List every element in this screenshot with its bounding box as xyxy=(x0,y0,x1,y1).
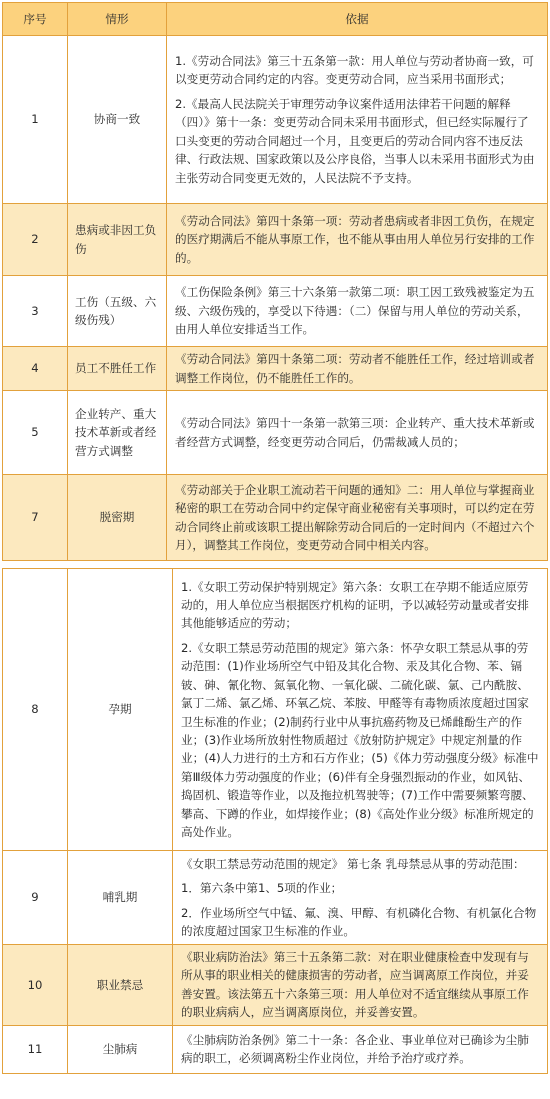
row-number: 2 xyxy=(3,204,68,276)
row-case: 工伤（五级、六级伤残） xyxy=(68,276,167,347)
table-row xyxy=(3,276,548,347)
basis-paragraph: 《劳动合同法》第四十条第一项：劳动者患病或者非因工负伤，在规定的医疗期满后不能从事原工作，也不能从事由用人单位另行安排的工作的。 xyxy=(175,213,535,265)
row-number: 3 xyxy=(3,276,68,347)
row-basis xyxy=(167,391,548,475)
row-basis xyxy=(173,945,548,1026)
table-row xyxy=(3,475,548,561)
row-case: 企业转产、重大技术革新或者经营方式调整 xyxy=(68,391,167,475)
basis-paragraph: 2.《最高人民法院关于审理劳动争议案件适用法律若干问题的解释（四）》第十一条：变更劳动合同未采用书面形式，但已经实际履行了口头变更的劳动合同超过一个月，且变更后的劳动合同内容不违反法律、行政法规、国家政策以及公序良俗，当事人以未采用书面形式为由主张劳动合同变更无效的，人民法院不予支持。 xyxy=(175,96,535,185)
row-number: 1 xyxy=(3,36,68,204)
table-row xyxy=(3,851,548,945)
basis-paragraph: 《劳动合同法》第四十一条第一款第三项：企业转产、重大技术革新或者经营方式调整，经变更劳动合同后，仍需裁减人员的； xyxy=(175,416,535,449)
legal-basis-table-part2 xyxy=(2,568,548,1074)
basis-paragraph: 《劳动部关于企业职工流动若干问题的通知》二：用人单位与掌握商业秘密的职工在劳动合同中约定保守商业秘密有关事项时，可以约定在劳动合同终止前或该职工提出解除劳动合同后的一定时间内（不超过六个月），调整其工作岗位，变更劳动合同中相关内容。 xyxy=(175,482,535,552)
table-row xyxy=(3,1025,548,1073)
row-basis xyxy=(167,36,548,204)
row-case: 职业禁忌 xyxy=(68,945,173,1026)
row-number: 7 xyxy=(3,475,68,561)
table-header-row xyxy=(3,3,548,36)
row-basis xyxy=(173,851,548,945)
table-row xyxy=(3,945,548,1026)
row-case: 孕期 xyxy=(68,569,173,851)
basis-paragraph: 《劳动合同法》第四十条第二项：劳动者不能胜任工作，经过培训或者调整工作岗位，仍不能胜任工作的。 xyxy=(175,352,535,385)
basis-paragraph: 1.《劳动合同法》第三十五条第一款：用人单位与劳动者协商一致，可以变更劳动合同约定的内容。变更劳动合同，应当采用书面形式； xyxy=(175,54,534,87)
legal-basis-table-part1 xyxy=(2,2,548,561)
row-number: 10 xyxy=(3,945,68,1026)
row-case: 脱密期 xyxy=(68,475,167,561)
basis-paragraph: 《工伤保险条例》第三十六条第一款第二项：职工因工致残被鉴定为五级、六级伤残的，享受以下待遇：（二）保留与用人单位的劳动关系，由用人单位安排适当工作。 xyxy=(175,285,535,337)
basis-paragraph: 1．第六条中第1、5项的作业； xyxy=(181,881,343,896)
table-row xyxy=(3,391,548,475)
row-case: 尘肺病 xyxy=(68,1025,173,1073)
row-number: 11 xyxy=(3,1025,68,1073)
table-row xyxy=(3,569,548,851)
basis-paragraph: 2．作业场所空气中锰、氟、溴、甲醇、有机磷化合物、有机氯化合物的浓度超过国家卫生标准的作业。 xyxy=(181,905,537,938)
row-basis xyxy=(173,1025,548,1073)
row-case: 患病或非因工负伤 xyxy=(68,204,167,276)
row-number: 5 xyxy=(3,391,68,475)
basis-paragraph: 1.《女职工劳动保护特别规定》第六条：女职工在孕期不能适应原劳动的，用人单位应当根据医疗机构的证明，予以减轻劳动量或者安排其他能够适应的劳动； xyxy=(181,579,529,631)
table-row xyxy=(3,36,548,204)
header-basis: 依据 xyxy=(167,3,548,36)
row-case: 协商一致 xyxy=(68,36,167,204)
basis-paragraph: 《职业病防治法》第三十五条第二款：对在职业健康检查中发现有与所从事的职业相关的健康损害的劳动者，应当调离原工作岗位，并妥善安置。该法第五十六条第三项：用人单位对不适宜继续从事原工作的职业病病人，应当调离原岗位，并妥善安置。 xyxy=(181,950,529,1020)
table-row xyxy=(3,204,548,276)
row-number: 9 xyxy=(3,851,68,945)
basis-paragraph: 《尘肺病防治条例》第二十一条：各企业、事业单位对已确诊为尘肺病的职工，必须调离粉尘作业岗位，并给予治疗或疗养。 xyxy=(181,1032,529,1066)
row-number: 4 xyxy=(3,347,68,391)
row-number: 8 xyxy=(3,569,68,851)
basis-paragraph: 《女职工禁忌劳动范围的规定》 第七条 乳母禁忌从事的劳动范围： xyxy=(181,856,525,871)
row-basis xyxy=(167,276,548,347)
row-basis xyxy=(167,475,548,561)
basis-paragraph: 2.《女职工禁忌劳动范围的规定》第六条：怀孕女职工禁忌从事的劳动范围：(1)作业场所空气中铅及其化合物、汞及其化合物、苯、镉铍、砷、氰化物、氮氧化物、一氧化碳、二硫化碳、氯、己内酰胺、氯丁二烯、氯乙烯、环氧乙烷、苯胺、甲醛等有毒物质浓度超过国家卫生标准的作业；(2)制药行业中从事抗癌药物及已烯雌酚生产的作业；(3)作业场所放射性物质超过《放射防护规定》中规定剂量的作业；(4)人力进行的土方和石方作业；(5)《体力劳动强度分级》标准中第Ⅲ级体力劳动强度的作业；(6)伴有全身强烈振动的作业，如风钻、捣固机、锻造等作业，以及拖拉机驾驶等；(7)工作中需要频繁弯腰、攀高、下蹲的作业，如焊接作业；(8)《高处作业分级》标准所规定的高处作业。 xyxy=(181,640,539,839)
header-case: 情形 xyxy=(68,3,167,36)
row-basis xyxy=(173,569,548,851)
table-row xyxy=(3,347,548,391)
row-case: 哺乳期 xyxy=(68,851,173,945)
header-no: 序号 xyxy=(3,3,68,36)
row-case: 员工不胜任工作 xyxy=(68,347,167,391)
row-basis xyxy=(167,347,548,391)
row-basis xyxy=(167,204,548,276)
